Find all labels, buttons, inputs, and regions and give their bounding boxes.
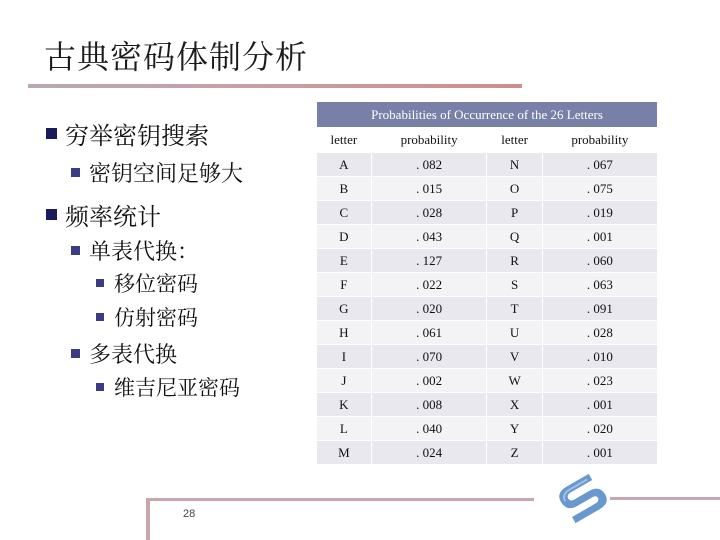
bullet-vigenere-cipher <box>96 372 240 402</box>
probability-cell: . 127 <box>371 249 487 273</box>
letter-cell: Z <box>487 441 542 465</box>
bullet-square-icon <box>96 383 104 391</box>
bullet-text: 维吉尼亚密码 <box>114 376 240 400</box>
probability-cell: . 091 <box>542 297 657 321</box>
bullet-key-space <box>71 157 243 188</box>
probability-cell: . 040 <box>371 417 487 441</box>
letter-cell: S <box>487 273 542 297</box>
letter-cell: R <box>487 249 542 273</box>
bullet-monoalphabetic <box>71 235 199 266</box>
letter-cell: K <box>317 393 371 417</box>
bullet-square-icon <box>71 246 80 255</box>
table-row <box>317 177 657 201</box>
table-caption: Probabilities of Occurrence of the 26 Letters <box>317 102 657 127</box>
probability-cell: . 002 <box>371 369 487 393</box>
letter-cell: D <box>317 225 371 249</box>
letter-cell: A <box>317 153 371 177</box>
letter-cell: M <box>317 441 371 465</box>
probability-cell: . 060 <box>542 249 657 273</box>
letter-cell: L <box>317 417 371 441</box>
probability-cell: . 019 <box>542 201 657 225</box>
probability-cell: . 061 <box>371 321 487 345</box>
probability-cell: . 010 <box>542 345 657 369</box>
letter-frequency-table <box>317 102 657 464</box>
bullet-polyalphabetic <box>71 338 177 369</box>
column-header: letter <box>317 127 371 153</box>
column-header: letter <box>487 127 542 153</box>
letter-cell: T <box>487 297 542 321</box>
probability-cell: . 028 <box>371 201 487 225</box>
bullet-square-icon <box>96 313 104 321</box>
bullet-text: 仿射密码 <box>114 306 198 330</box>
probability-cell: . 070 <box>371 345 487 369</box>
probability-cell: . 022 <box>371 273 487 297</box>
table-row <box>317 441 657 465</box>
letter-cell: F <box>317 273 371 297</box>
letter-cell: Q <box>487 225 542 249</box>
university-logo-icon <box>548 468 618 528</box>
letter-cell: W <box>487 369 542 393</box>
table-row <box>317 225 657 249</box>
bullet-square-icon <box>96 279 104 287</box>
table-row <box>317 273 657 297</box>
bullet-text: 多表代换 <box>89 343 178 368</box>
table-row <box>317 393 657 417</box>
table-row <box>317 369 657 393</box>
probability-cell: . 024 <box>371 441 487 465</box>
probability-cell: . 001 <box>542 393 657 417</box>
table-row <box>317 417 657 441</box>
table-row <box>317 345 657 369</box>
probability-cell: . 023 <box>542 369 657 393</box>
table-row <box>317 321 657 345</box>
table-header-row <box>317 127 657 153</box>
bullet-text: 穷举密钥搜索 <box>65 122 209 150</box>
letter-cell: B <box>317 177 371 201</box>
letter-cell: O <box>487 177 542 201</box>
letter-cell: I <box>317 345 371 369</box>
table-row <box>317 297 657 321</box>
probability-cell: . 082 <box>371 153 487 177</box>
letter-cell: H <box>317 321 371 345</box>
slide-title: 古典密码体制分析 <box>44 38 309 76</box>
probability-cell: . 001 <box>542 441 657 465</box>
probability-cell: . 020 <box>542 417 657 441</box>
bullet-square-icon <box>46 209 57 220</box>
footer-rule <box>146 498 534 501</box>
probability-cell: . 028 <box>542 321 657 345</box>
letter-cell: G <box>317 297 371 321</box>
letter-cell: C <box>317 201 371 225</box>
probability-cell: . 043 <box>371 225 487 249</box>
bullet-text: 频率统计 <box>65 203 161 231</box>
table-row <box>317 249 657 273</box>
footer-vertical-rule <box>146 498 150 540</box>
column-header: probability <box>371 127 487 153</box>
letter-cell: X <box>487 393 542 417</box>
column-header: probability <box>542 127 657 153</box>
bullet-text: 移位密码 <box>114 272 198 296</box>
bullet-shift-cipher <box>96 268 198 298</box>
bullet-square-icon <box>46 128 57 139</box>
bullet-text: 单表代换： <box>89 240 200 265</box>
bullet-frequency-statistics <box>46 197 161 232</box>
probability-cell: . 067 <box>542 153 657 177</box>
letter-cell: J <box>317 369 371 393</box>
probability-cell: . 020 <box>371 297 487 321</box>
probability-cell: . 063 <box>542 273 657 297</box>
letter-cell: P <box>487 201 542 225</box>
table-row <box>317 153 657 177</box>
title-underline <box>28 84 522 88</box>
letter-cell: U <box>487 321 542 345</box>
probability-cell: . 008 <box>371 393 487 417</box>
probability-cell: . 075 <box>542 177 657 201</box>
letter-cell: Y <box>487 417 542 441</box>
probability-cell: . 001 <box>542 225 657 249</box>
letter-cell: V <box>487 345 542 369</box>
probability-cell: . 015 <box>371 177 487 201</box>
table-row <box>317 201 657 225</box>
bullet-exhaustive-key-search <box>46 116 209 151</box>
page-number: 28 <box>183 508 196 520</box>
bullet-square-icon <box>71 349 80 358</box>
bullet-square-icon <box>71 168 80 177</box>
letter-cell: E <box>317 249 371 273</box>
bullet-text: 密钥空间足够大 <box>89 162 244 187</box>
bullet-affine-cipher <box>96 302 198 332</box>
footer-rule-right <box>610 497 720 500</box>
letter-cell: N <box>487 153 542 177</box>
